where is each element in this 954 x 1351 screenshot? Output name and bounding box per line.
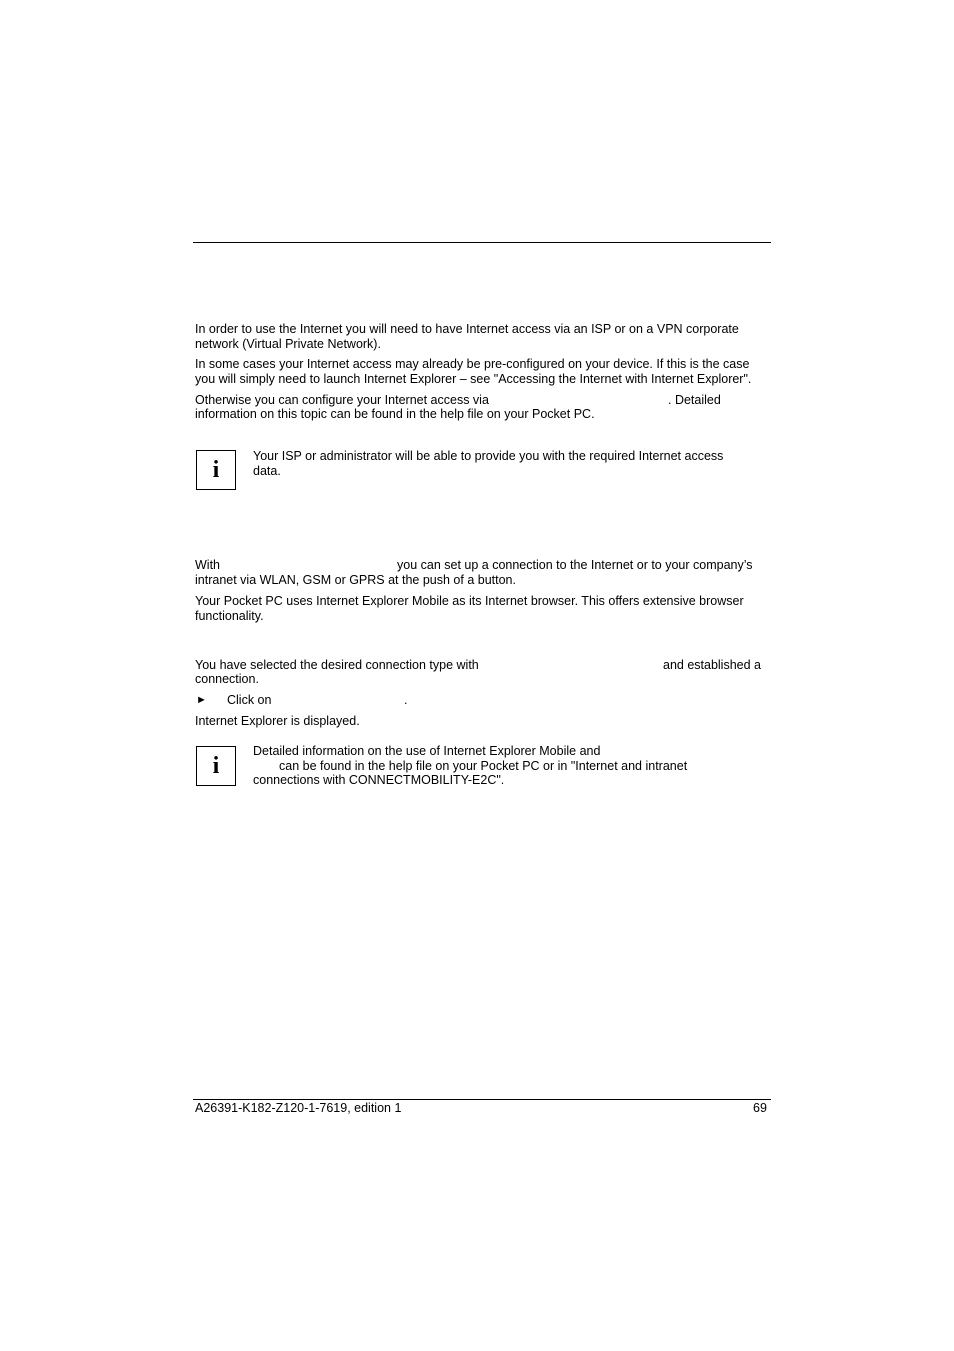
paragraph-internet-access: In order to use the Internet you will need to have Internet access via an ISP or on a VPN corporate network (Virtual Private Network). bbox=[195, 322, 739, 351]
header-rule bbox=[193, 242, 771, 243]
paragraph-selected-start: You have selected the desired connection type with bbox=[195, 658, 479, 672]
paragraph-browser: Your Pocket PC uses Internet Explorer Mobile as its Internet browser. This offers extensive browser functionality. bbox=[195, 594, 744, 623]
paragraph-with-end: you can set up a connection to the Internet or to your company’s bbox=[397, 558, 753, 572]
paragraph-selected-line2: connection. bbox=[195, 672, 259, 686]
paragraph-with-line2: intranet via WLAN, GSM or GPRS at the push of a button. bbox=[195, 573, 516, 587]
paragraph-preconfigured: In some cases your Internet access may already be pre-configured on your device. If this is the case you will simply need to launch Internet Explorer – see "Accessing the Internet with Internet Explorer". bbox=[195, 357, 752, 386]
footer-doc-id: A26391-K182-Z120-1-7619, edition 1 bbox=[195, 1101, 402, 1115]
result-text: Internet Explorer is displayed. bbox=[195, 714, 360, 728]
step-bullet-icon: ► bbox=[196, 694, 207, 706]
note-isp: Your ISP or administrator will be able to provide you with the required Internet access data. bbox=[253, 449, 724, 478]
step-end: . bbox=[404, 693, 408, 707]
paragraph-configure-end: . Detailed bbox=[668, 393, 721, 407]
paragraph-with-start: With bbox=[195, 558, 220, 572]
info-icon: i bbox=[196, 746, 236, 786]
paragraph-configure-start: Otherwise you can configure your Internet access via bbox=[195, 393, 489, 407]
paragraph-selected-end: and established a bbox=[663, 658, 761, 672]
paragraph-configure-line2: information on this topic can be found in the help file on your Pocket PC. bbox=[195, 407, 595, 421]
info-icon: i bbox=[196, 450, 236, 490]
step-click-on: Click on bbox=[227, 693, 272, 707]
footer-rule bbox=[193, 1099, 771, 1100]
footer-page-number: 69 bbox=[753, 1101, 767, 1115]
note-detailed-info: Detailed information on the use of Internet Explorer Mobile and can be found in the help file on your Pocket PC or in "Internet and intranet connections with CONNECTMOBILITY-E2C". bbox=[253, 744, 688, 787]
